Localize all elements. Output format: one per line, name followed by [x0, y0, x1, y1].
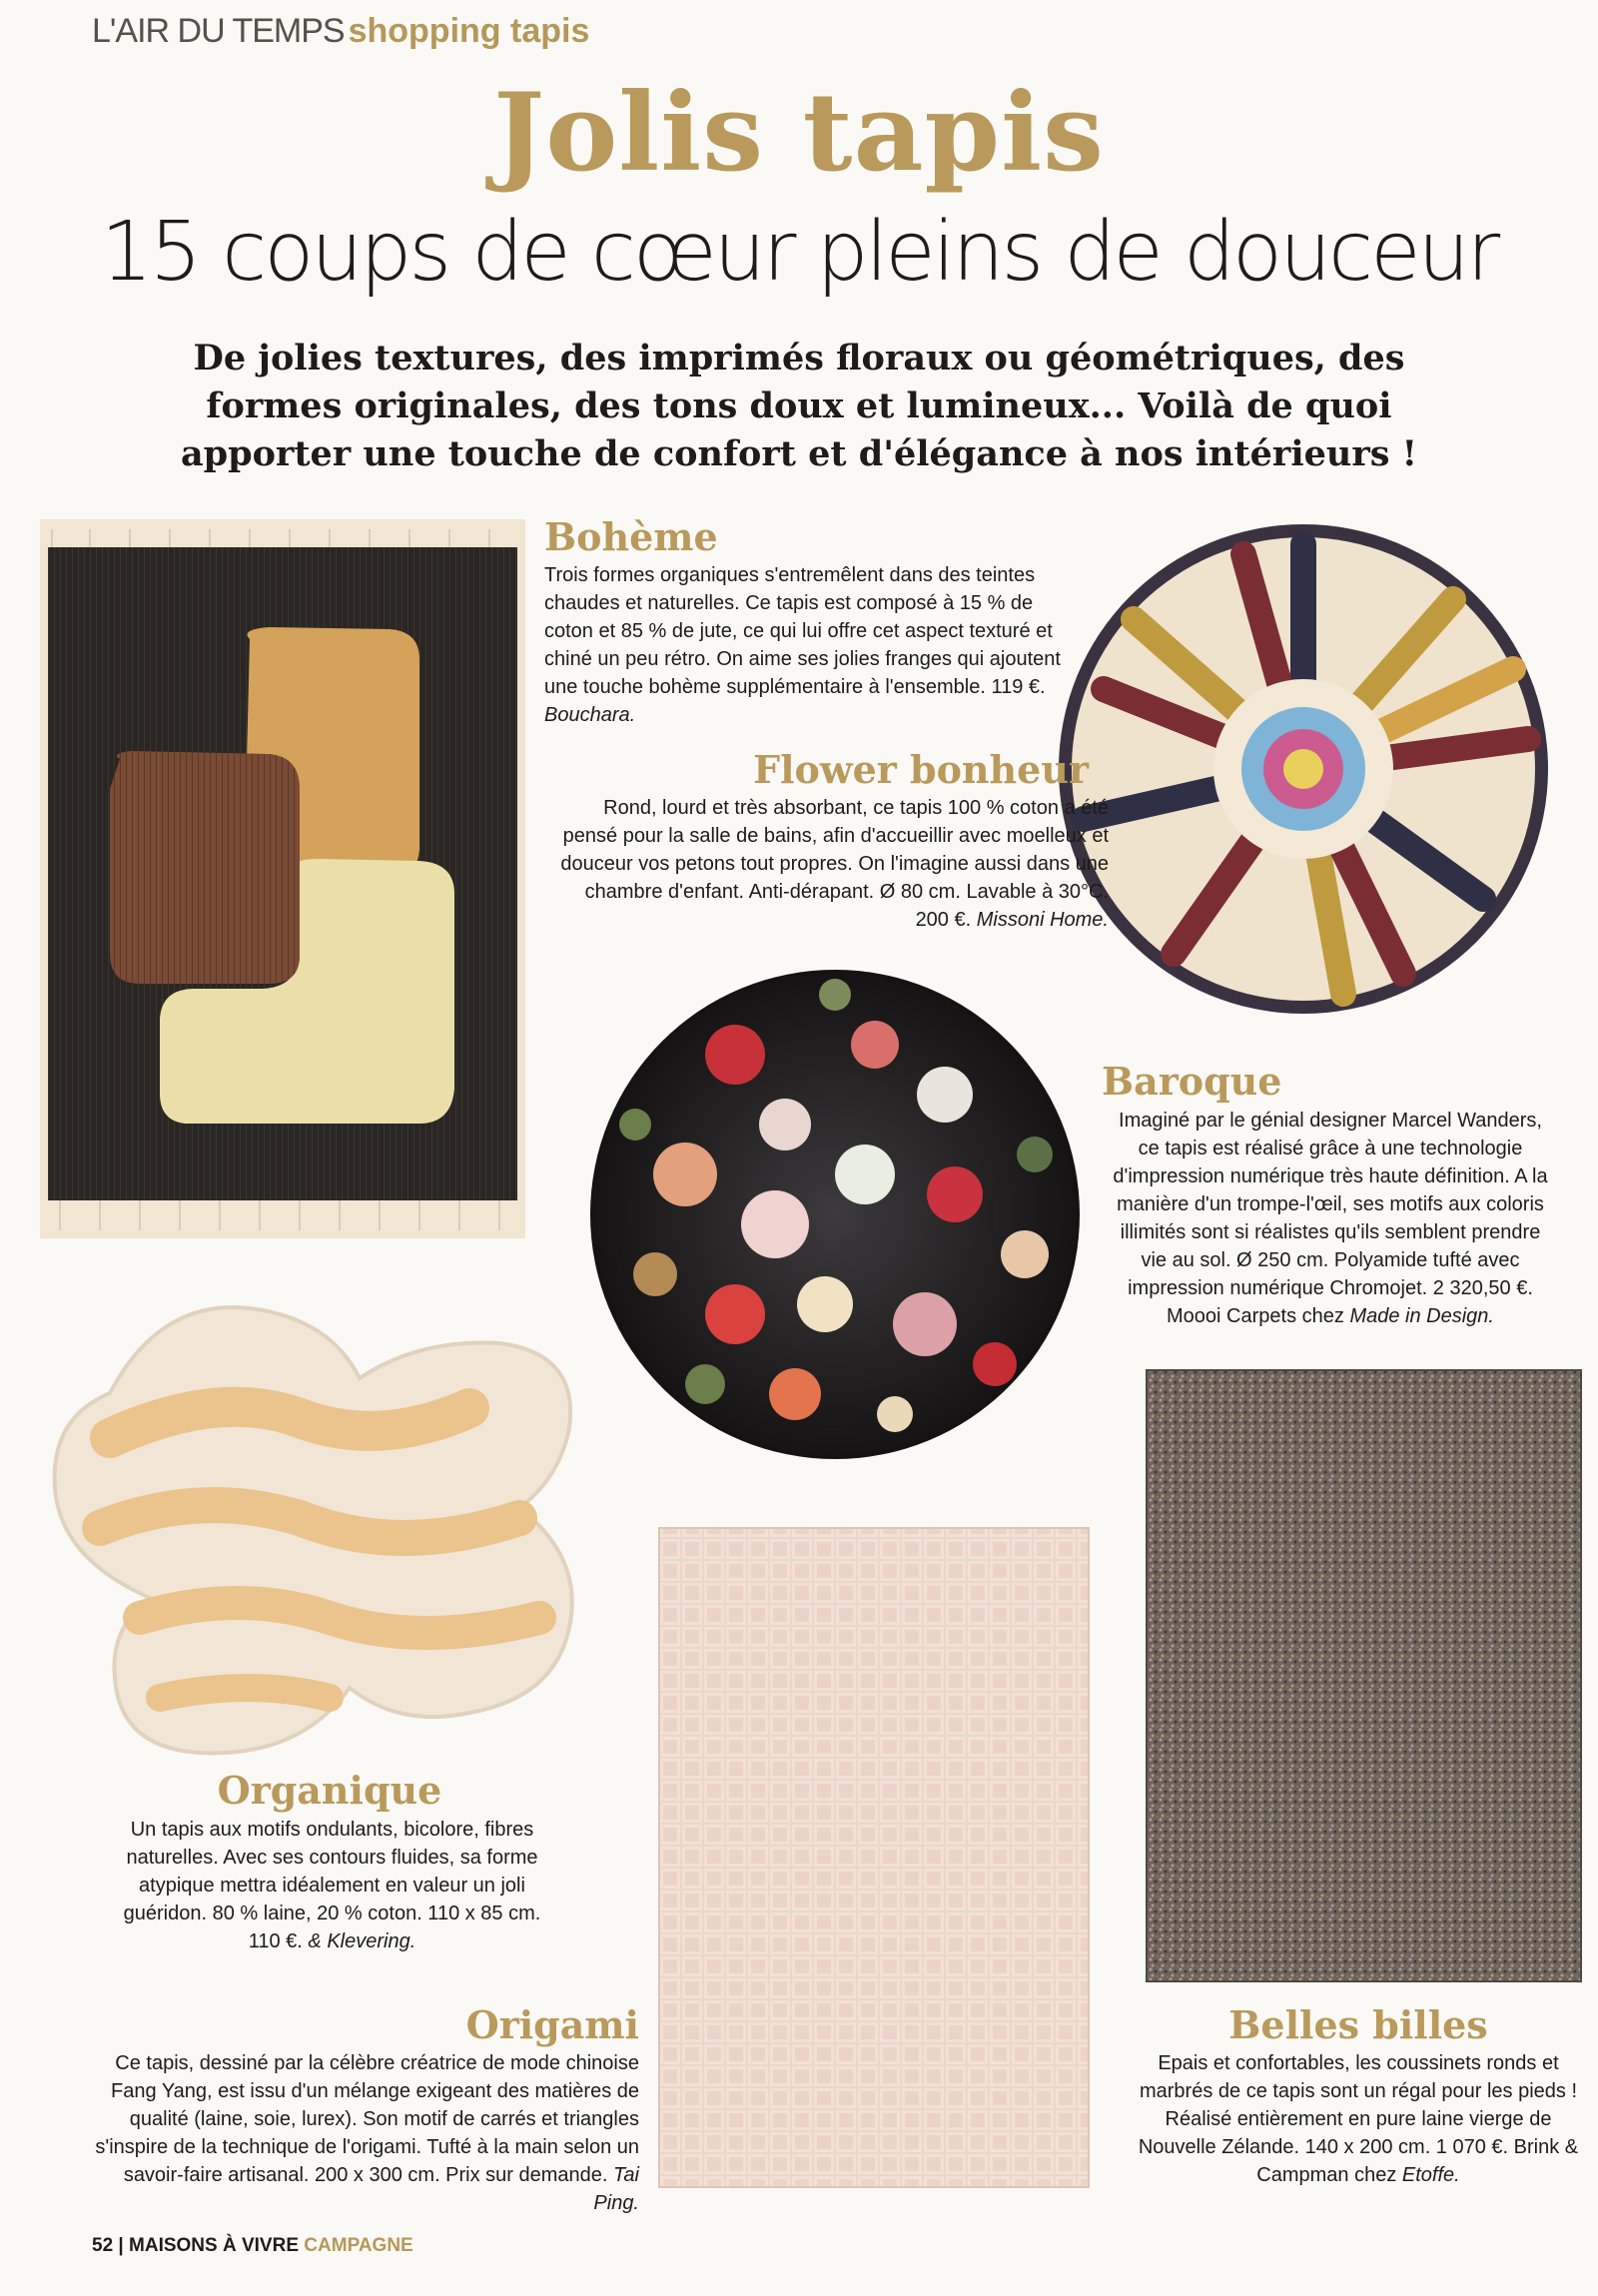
flower-brand: Missoni Home.: [976, 909, 1109, 931]
page-subtitle: 15 coups de cœur pleins de douceur: [100, 205, 1498, 300]
boheme-description: [544, 561, 1064, 729]
page-title: Jolis tapis: [493, 70, 1105, 196]
billes-heading: Belles billes: [1228, 2002, 1488, 2047]
rubric-section: L'AIR DU TEMPS: [92, 12, 345, 50]
flower-heading: Flower bonheur: [753, 747, 1089, 792]
baroque-description: [1111, 1107, 1550, 1330]
boheme-brand: Bouchara.: [544, 704, 636, 726]
magazine-edition: CAMPAGNE: [304, 2235, 413, 2256]
magazine-name: MAISONS À VIVRE: [129, 2235, 300, 2256]
footer-separator: |: [118, 2235, 124, 2256]
flower-text: Rond, lourd et très absorbant, ce tapis 100 % coton a été pensé pour la salle de bains, afin d'accueillir avec moelleux et douceur vos petons tout propres. On l'imagine aussi dans une chambre d'enfant. Anti-dérapant. Ø 80 cm. Lavable à 30°C. 200 €.: [560, 797, 1109, 931]
boheme-heading: Bohème: [544, 514, 718, 559]
billes-rug-image: [1147, 1370, 1581, 1981]
billes-brand: Etoffe.: [1401, 2164, 1460, 2186]
rubric-topic: shopping tapis: [348, 12, 590, 50]
organique-brand: & Klevering.: [308, 1930, 416, 1952]
intro-paragraph: De jolies textures, des imprimés floraux ou géométriques, des formes originales, des tons doux et lumineux... Voilà de quoi apporter une touche de confort et d'élégance à nos intérieurs !: [180, 338, 1418, 474]
organique-heading: Organique: [217, 1768, 442, 1813]
origami-description: [80, 2049, 639, 2217]
billes-text: Epais et confortables, les coussinets ronds et marbrés de ce tapis sont un régal pour les pieds ! Réalisé entièrement en pure laine vierge de Nouvelle Zélande. 140 x 200 cm. 1 070 €. Brink & Campman chez: [1138, 2052, 1579, 2186]
baroque-rug-image: [590, 970, 1080, 1459]
baroque-text: Imaginé par le génial designer Marcel Wanders, ce tapis est réalisé grâce à une technologie d'impression numérique très haute définition. A la manière d'un trompe-l'œil, ses motifs aux coloris illimités sont si réalistes qu'ils semblent prendre vie au sol. Ø 250 cm. Polyamide tufté avec impression numérique Chromojet. 2 320,50 €. Moooi Carpets chez: [1113, 1110, 1548, 1327]
page-number: 52: [92, 2235, 114, 2256]
organique-description: [120, 1816, 544, 1955]
origami-heading: Origami: [465, 2002, 639, 2047]
organique-text: Un tapis aux motifs ondulants, bicolore, fibres naturelles. Avec ses contours fluides, sa forme atypique mettra idéalement en valeur un joli guéridon. 80 % laine, 20 % coton. 110 x 85 cm. 110 €.: [123, 1819, 541, 1952]
boheme-text: Trois formes organiques s'entremêlent dans des teintes chaudes et naturelles. Ce tapis est composé à 15 % de coton et 85 % de jute, ce qui lui offre cet aspect texturé et chiné un peu rétro. On aime ses jolies franges qui ajoutent une touche bohème supplémentaire à l'ensemble. 119 €.: [544, 564, 1061, 698]
baroque-heading: Baroque: [1102, 1059, 1282, 1104]
billes-description: [1134, 2049, 1583, 2189]
flower-rug-image: [1059, 524, 1548, 1014]
origami-rug-image: [659, 1528, 1089, 2187]
page-footer: [92, 2235, 413, 2257]
baroque-brand: Made in Design.: [1349, 1305, 1494, 1327]
origami-text: Ce tapis, dessiné par la célèbre créatrice de mode chinoise Fang Yang, est issu d'un mélange exigeant des matières de qualité (laine, soie, lurex). Son motif de carrés et triangles s'inspire de la technique de l'origami. Tufté à la main selon un savoir-faire artisanal. 200 x 300 cm. Prix sur demande.: [95, 2052, 639, 2186]
organique-rug-image: [55, 1307, 572, 1753]
flower-description: [559, 794, 1109, 934]
origami-brand: Tai Ping.: [593, 2164, 639, 2214]
boheme-rug-image: [40, 519, 525, 1238]
